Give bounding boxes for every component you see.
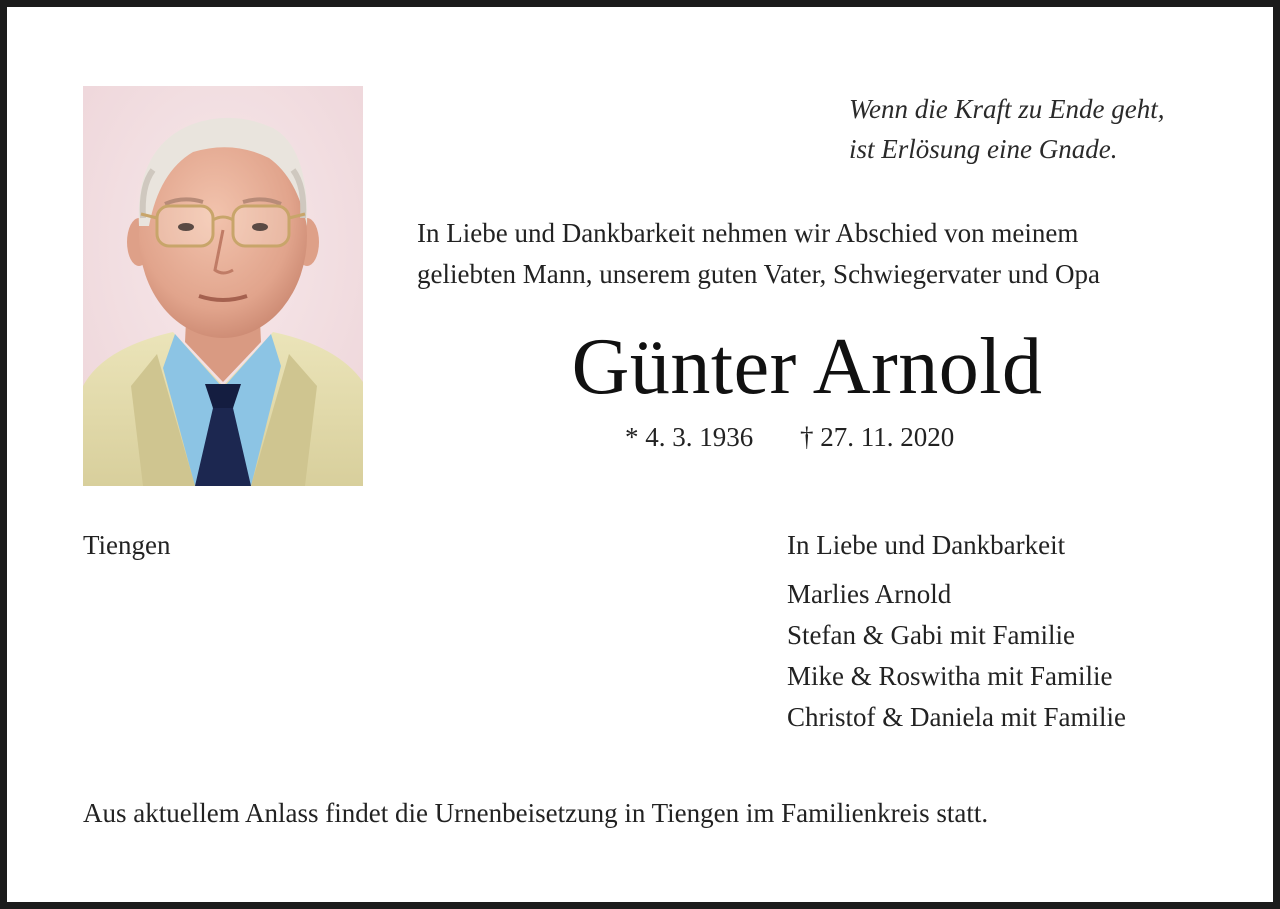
- intro-line-1: In Liebe und Dankbarkeit nehmen wir Abschied von meinem: [417, 218, 1079, 248]
- portrait-photo: [83, 86, 363, 486]
- motto-quote: [849, 89, 1164, 169]
- intro-line-2: geliebten Mann, unserem guten Vater, Schwiegervater und Opa: [417, 259, 1100, 289]
- motto-line-1: Wenn die Kraft zu Ende geht,: [849, 94, 1165, 124]
- family-member: Christof & Daniela mit Familie: [787, 702, 1126, 732]
- family-member: Mike & Roswitha mit Familie: [787, 661, 1113, 691]
- birth-date: * 4. 3. 1936: [625, 422, 754, 452]
- portrait-illustration: [83, 86, 363, 486]
- family-heading: In Liebe und Dankbarkeit: [787, 530, 1066, 560]
- deceased-name: Günter Arnold: [571, 323, 1043, 411]
- burial-note: Aus aktuellem Anlass findet die Urnenbeisetzung in Tiengen im Familienkreis statt.: [83, 798, 989, 828]
- family-member: Marlies Arnold: [787, 579, 952, 609]
- motto-line-2: ist Erlösung eine Gnade.: [849, 134, 1118, 164]
- family-block: [787, 527, 1126, 738]
- life-dates: [625, 419, 954, 455]
- place-name: Tiengen: [83, 530, 171, 560]
- intro-text: [417, 213, 1100, 295]
- death-date: † 27. 11. 2020: [800, 422, 955, 452]
- family-member: Stefan & Gabi mit Familie: [787, 620, 1075, 650]
